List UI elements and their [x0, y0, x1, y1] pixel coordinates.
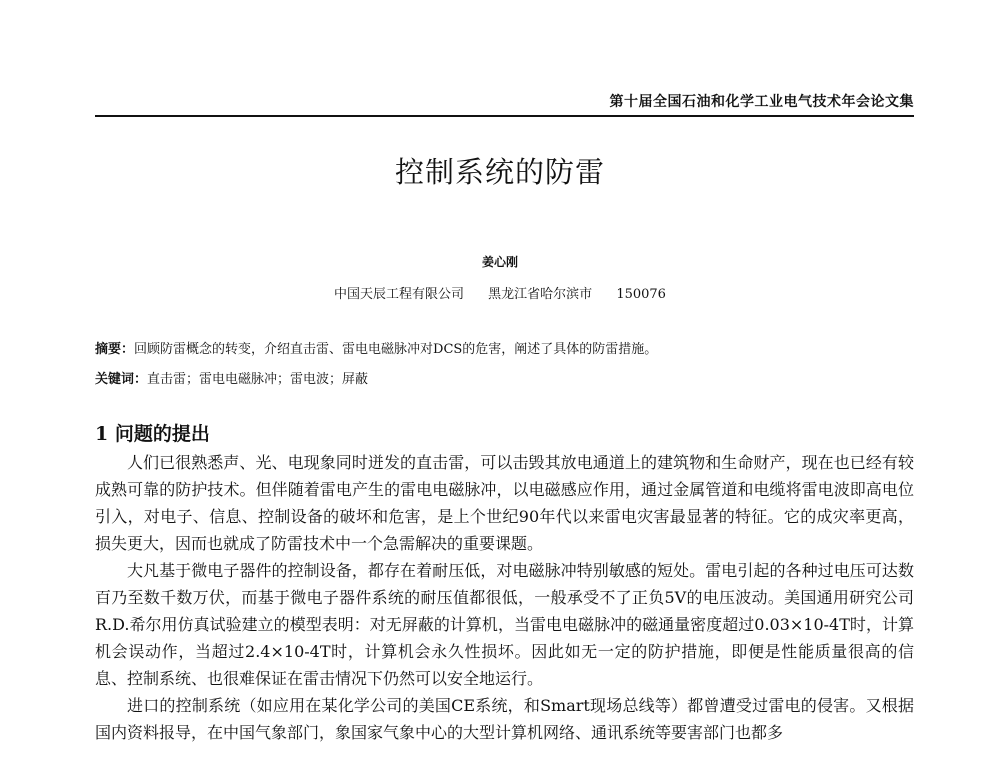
affiliation — [0, 283, 1000, 302]
keywords-text: 直击雷；雷电电磁脉冲；雷电波；屏蔽 — [147, 372, 369, 387]
affiliation-city: 黑龙江省哈尔滨市 — [488, 287, 593, 302]
keywords-label: 关键词： — [95, 372, 148, 387]
paper-title: 控制系统的防雷 — [394, 155, 605, 189]
affiliation-postcode: 150076 — [616, 287, 666, 302]
affiliation-org: 中国天辰工程有限公司 — [334, 287, 465, 302]
body-paragraph: 进口的控制系统（如应用在某化学公司的美国CE系统，和Smart现场总线等）都曾遭受过雷电的侵害。又根据国内资料报导，在中国气象部门，象国家气象中心的大型计算机网络、通讯系统等要害部门也都多 — [95, 696, 914, 742]
header-rule — [95, 115, 914, 117]
running-header: 第十届全国石油和化学工业电气技术年会论文集 — [609, 94, 914, 110]
body-paragraph: 大凡基于微电子器件的控制设备，都存在着耐压低，对电磁脉冲特别敏感的短处。雷电引起的各种过电压可达数百乃至数千数万伏，而基于微电子器件系统的耐压值都很低，一般承受不了正负5V的电压波动。美国通用研究公司R.D.希尔用仿真试验建立的模型表明：对无屏蔽的计算机，当雷电电磁脉冲的磁通量密度超过0.03×10-4T时，计算机会误动作，当超过2.4×10-4T时，计算机会永久性损坏。因此如无一定的防护措施，即便是性能质量很高的信息、控制系统、也很难保证在雷击情况下仍然可以安全地运行。 — [95, 561, 914, 688]
body-paragraph: 人们已很熟悉声、光、电现象同时迸发的直击雷，可以击毁其放电通道上的建筑物和生命财产，现在也已经有较成熟可靠的防护技术。但伴随着雷电产生的雷电电磁脉冲，以电磁感应作用，通过金属管道和电缆将雷电波即高电位引入，对电子、信息、控制设备的破坏和危害，是上个世纪90年代以来雷电灾害最显著的特征。它的成灾率更高，损失更大，因而也就成了防雷技术中一个急需解决的重要课题。 — [95, 453, 914, 553]
abstract-label: 摘要： — [95, 342, 135, 357]
keywords — [95, 368, 914, 387]
section-heading: 1 问题的提出 — [95, 423, 210, 445]
author-name: 姜心刚 — [481, 255, 518, 269]
abstract-text: 回顾防雷概念的转变，介绍直击雷、雷电电磁脉冲对DCS的危害，阐述了具体的防雷措施。 — [134, 342, 658, 357]
abstract — [95, 338, 914, 357]
section-body — [95, 449, 914, 746]
